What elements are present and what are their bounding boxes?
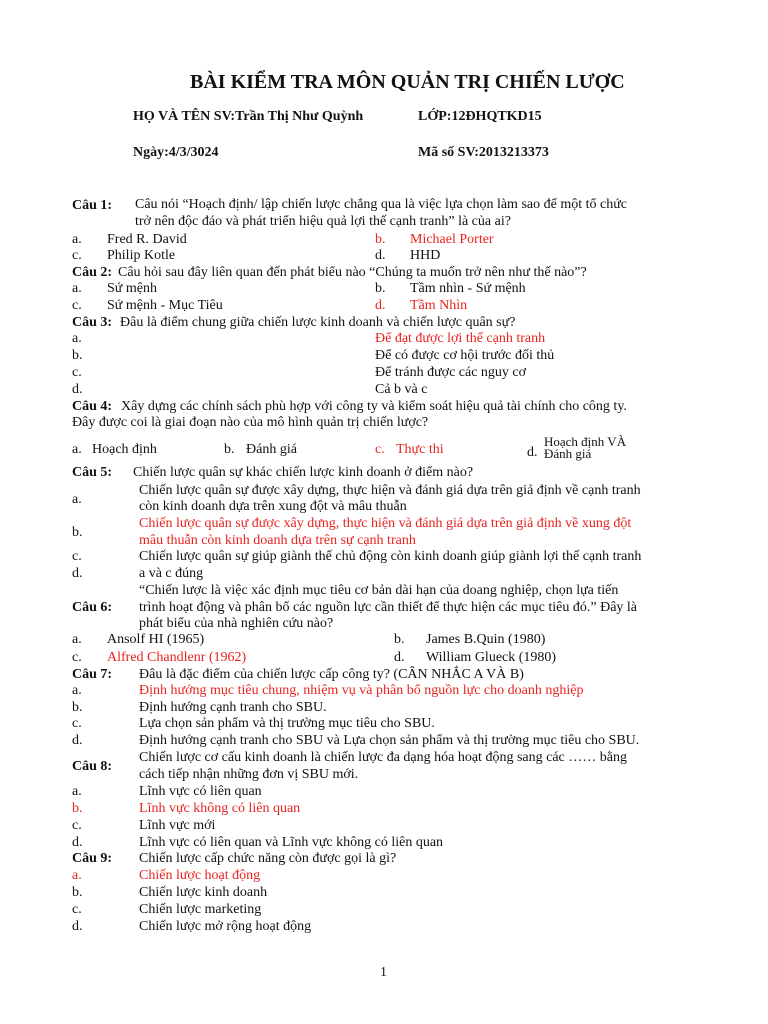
option-key: a. bbox=[72, 442, 82, 457]
option-key: c. bbox=[72, 365, 82, 380]
student-id: Mã số SV:2013213373 bbox=[418, 145, 549, 160]
option-text: HHD bbox=[410, 248, 441, 263]
question-6-text-cont: trình hoạt động và phân bổ các nguồn lực cần thiết để thực hiện các mục tiêu đó.” Đây là bbox=[139, 600, 638, 615]
option-key: b. bbox=[72, 700, 83, 715]
option-key-answer: b. bbox=[375, 232, 386, 247]
option-key: a. bbox=[72, 784, 82, 799]
option-key: c. bbox=[72, 818, 82, 833]
question-3-text: Đâu là điểm chung giữa chiến lược kinh doanh và chiến lược quân sự? bbox=[120, 315, 516, 330]
question-5-text: Chiến lược quân sự khác chiến lược kinh doanh ở điểm nào? bbox=[133, 465, 474, 480]
option-text: Để có được cơ hội trước đối thủ bbox=[375, 348, 555, 363]
option-text-answer: Chiến lược hoạt động bbox=[139, 868, 261, 883]
option-text-answer: Định hướng mục tiêu chung, nhiệm vụ và phân bổ nguồn lực cho doanh nghiệp bbox=[139, 683, 584, 698]
option-key: d. bbox=[72, 566, 83, 581]
option-key: b. bbox=[72, 885, 83, 900]
option-text-answer: Thực thi bbox=[396, 442, 444, 457]
option-text-answer: Tầm Nhìn bbox=[410, 298, 468, 313]
question-6-text: “Chiến lược là việc xác định mục tiêu cơ bản dài hạn của doang nghiệp, chọn lựa tiến bbox=[139, 583, 619, 598]
option-key: c. bbox=[72, 716, 82, 731]
option-text: Chiến lược mở rộng hoạt động bbox=[139, 919, 312, 934]
question-1-label: Câu 1: bbox=[72, 198, 113, 213]
question-4-text: Xây dựng các chính sách phù hợp với công ty và kiểm soát hiệu quả tài chính cho công ty. bbox=[121, 399, 627, 414]
option-key: c. bbox=[72, 902, 82, 917]
option-text: Định hướng cạnh tranh cho SBU. bbox=[139, 700, 327, 715]
exam-title: BÀI KIỂM TRA MÔN QUẢN TRỊ CHIẾN LƯỢC bbox=[190, 71, 625, 93]
option-key-answer: d. bbox=[375, 298, 386, 313]
option-key: a. bbox=[72, 281, 82, 296]
question-2-text: Câu hỏi sau đây liên quan đến phát biểu nào “Chúng ta muốn trở nên như thế nào”? bbox=[118, 265, 587, 280]
question-1-text: Câu nói “Hoạch định/ lập chiến lược chẳng qua là việc lựa chọn làm sao để một tổ chức bbox=[135, 197, 628, 212]
option-text: Fred R. David bbox=[107, 232, 187, 247]
option-text: a và c đúng bbox=[139, 566, 204, 581]
question-3-label: Câu 3: bbox=[72, 315, 113, 330]
option-text: Sứ mệnh bbox=[107, 281, 157, 296]
option-text: Định hướng cạnh tranh cho SBU và Lựa chọn sản phẩm và thị trường mục tiêu cho SBU. bbox=[139, 733, 640, 748]
page-number: 1 bbox=[380, 965, 387, 980]
option-key: d. bbox=[72, 733, 83, 748]
option-text: Cả b và c bbox=[375, 382, 428, 397]
option-text: Ansolf HI (1965) bbox=[107, 632, 205, 647]
option-text-answer-cont: mâu thuẫn còn kinh doanh dựa trên sự cạnh tranh bbox=[139, 533, 416, 548]
question-8-label: Câu 8: bbox=[72, 759, 113, 774]
option-key: b. bbox=[72, 348, 83, 363]
option-key: d. bbox=[72, 919, 83, 934]
option-text: Chiến lược quân sự được xây dựng, thực hiện và đánh giá dựa trên giả định về cạnh tranh bbox=[139, 483, 641, 498]
option-key: d. bbox=[72, 835, 83, 850]
option-text-answer: Chiến lược quân sự được xây dựng, thực hiện và đánh giá dựa trên giả định về xung đột bbox=[139, 516, 632, 531]
option-text: Đánh giá bbox=[246, 442, 297, 457]
option-text: Sứ mệnh - Mục Tiêu bbox=[107, 298, 223, 313]
option-text-cont: còn kinh doanh dựa trên xung đột và mâu thuẫn bbox=[139, 499, 407, 514]
option-text: Hoạch định bbox=[92, 442, 157, 457]
option-text-cont: Đánh giá bbox=[544, 446, 592, 461]
option-key-answer: c. bbox=[375, 442, 385, 457]
option-text: Lựa chọn sản phẩm và thị trường mục tiêu cho SBU. bbox=[139, 716, 435, 731]
option-text: Lĩnh vực có liên quan bbox=[139, 784, 262, 799]
question-7-label: Câu 7: bbox=[72, 667, 113, 682]
option-text: Lĩnh vực mới bbox=[139, 818, 216, 833]
option-key: c. bbox=[72, 650, 82, 665]
option-key: c. bbox=[72, 298, 82, 313]
option-text: Chiến lược marketing bbox=[139, 902, 262, 917]
question-6-label: Câu 6: bbox=[72, 600, 113, 615]
option-text: Chiến lược kinh doanh bbox=[139, 885, 268, 900]
option-text-answer: Lĩnh vực không có liên quan bbox=[139, 801, 301, 816]
question-8-text-cont: cách tiếp nhận những đơn vị SBU mới. bbox=[139, 767, 359, 782]
option-key: a. bbox=[72, 632, 82, 647]
question-1-text-cont: trở nên độc đáo và phát triển hiệu quả lợi thế cạnh tranh” là của ai? bbox=[135, 214, 511, 229]
student-class: LỚP:12ĐHQTKD15 bbox=[418, 109, 542, 124]
option-text: Hoạch định VÀ bbox=[544, 434, 627, 449]
question-5-label: Câu 5: bbox=[72, 465, 113, 480]
question-7-text: Đâu là đặc điểm của chiến lược cấp công ty? (CÂN NHẮC A VÀ B) bbox=[139, 667, 524, 682]
option-text-answer: Alfred Chandlenr (1962) bbox=[107, 650, 247, 665]
option-text: James B.Quin (1980) bbox=[426, 632, 546, 647]
option-text: Philip Kotle bbox=[107, 248, 176, 263]
option-key: d. bbox=[72, 382, 83, 397]
option-key-answer: b. bbox=[72, 801, 83, 816]
question-9-text: Chiến lược cấp chức năng còn được gọi là gì? bbox=[139, 851, 397, 866]
option-key: c. bbox=[72, 248, 82, 263]
option-text: William Glueck (1980) bbox=[426, 650, 557, 665]
option-text-answer: Michael Porter bbox=[410, 232, 494, 247]
question-4-label: Câu 4: bbox=[72, 399, 113, 414]
option-key: a. bbox=[72, 331, 82, 346]
student-name: HỌ VÀ TÊN SV:Trần Thị Như Quỳnh bbox=[133, 109, 364, 124]
option-key: b. bbox=[394, 632, 405, 647]
option-key-answer: a. bbox=[72, 868, 82, 883]
option-key: d. bbox=[527, 445, 538, 460]
option-key: c. bbox=[72, 549, 82, 564]
option-key: b. bbox=[72, 525, 83, 540]
option-key: a. bbox=[72, 232, 82, 247]
question-4-text-cont: Đây được coi là giai đoạn nào của mô hình quản trị chiến lược? bbox=[72, 415, 429, 430]
option-text: Chiến lược quân sự giúp giành thế chủ động còn kinh doanh giúp giành lợi thế cạnh tranh bbox=[139, 549, 642, 564]
question-8-text: Chiến lược cơ cấu kinh doanh là chiến lược đa dạng hóa hoạt động sang các …… bằng bbox=[139, 750, 627, 765]
exam-date: Ngày:4/3/3024 bbox=[133, 145, 219, 160]
option-key: b. bbox=[375, 281, 386, 296]
option-key: b. bbox=[224, 442, 235, 457]
option-key: d. bbox=[375, 248, 386, 263]
option-text: Lĩnh vực có liên quan và Lĩnh vực không có liên quan bbox=[139, 835, 444, 850]
question-9-label: Câu 9: bbox=[72, 851, 113, 866]
option-text-answer: Để đạt được lợi thế cạnh tranh bbox=[375, 331, 546, 346]
option-key: a. bbox=[72, 683, 82, 698]
option-key: a. bbox=[72, 492, 82, 507]
option-key: d. bbox=[394, 650, 405, 665]
question-6-text-cont2: phát biểu của nhà nghiên cứu nào? bbox=[139, 616, 334, 631]
question-2-label: Câu 2: bbox=[72, 265, 113, 280]
option-text: Tầm nhìn - Sứ mệnh bbox=[410, 281, 526, 296]
option-text: Để tránh được các nguy cơ bbox=[375, 365, 527, 380]
